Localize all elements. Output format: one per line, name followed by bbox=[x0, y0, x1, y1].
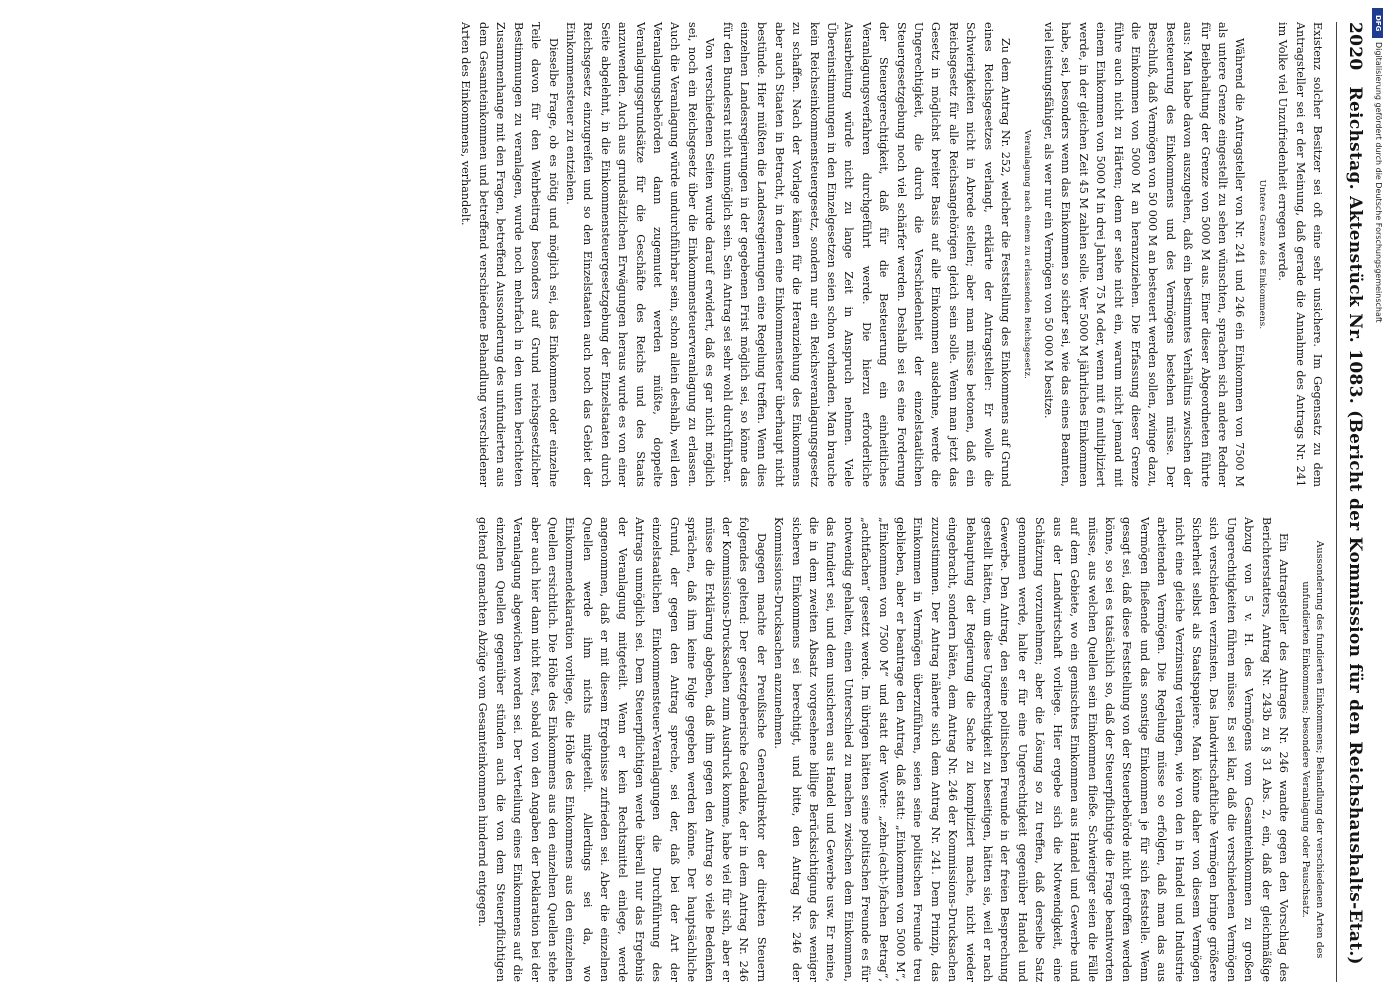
paragraph: Ein Antragsteller des Antrages Nr. 246 wandte gegen den Vorschlag des Berichterstatters, Antrag Nr. 243b zu § 31 Abs. 2, ein, daß der gleichmäßige Abzug von 5 v. H. des Vermögens vom Gesamteinkommen zu großen Ungerechtigkeiten führen müsse. Es sei klar, daß die verschiedenen Vermögen sich verschieden verzinsten. Das landwirtschaftliche Vermögen bringe größere Sicherheit selbst als Staatspapiere. Man könne daher von diesem Vermögen nicht eine gleiche Verzinsung verlangen, wie von den in Handel und Industrie arbeitenden Vermögen. Die Regelung müsse so erfolgen, daß man das aus Vermögen fließende und das sonstige Einkommen je für sich feststelle. Wenn gesagt sei, daß diese Feststellung von der Steuerbehörde nicht getroffen werden könne, so sei es tatsächlich so, daß der Steuerpflichtige die Frage beantworten müsse, aus welchen Quellen sein Einkommen fließe. Schwieriger seien die Fälle auf dem Gebiete, wo ein gemischtes Einkommen aus Handel und Gewerbe und aus der Landwirtschaft vorliege. Hier ergebe sich die Notwendigkeit, eine Schätzung vorzunehmen; aber die Lösung so zu treffen, daß derselbe Satz genommen werde, halte er für eine Ungerechtigkeit gegenüber Handel und Gewerbe. Den Antrag, den seine politischen Freunde in der freien Besprechung gestellt hätten, um diese Ungerechtigkeit zu beseitigen, hätten sie, weil er nach Behauptung der Regierung die Sache zu kompliziert mache, nicht wieder eingebracht, sondern bäten, dem Antrag Nr. 246 der Kommissions-Drucksachen zuzustimmen. Der Antrag näherte sich dem Antrag Nr. 241. Dem Prinzip, das Einkommen in Vermögen überzuführen, seien seine politischen Freunde treu geblieben, aber er beantrage den Antrag, daß statt: „Einkommen von 5000 M“, „Einkommen von 7500 M“ und statt der Worte: „zehn-(acht-)fachen Betrag“, „achtfachen“ gesetzt werde. Im übrigen hätten seine politischen Freunde es für notwendig gehalten, einen Unterschied zu machen zwischen dem Einkommen, das fundiert sei, und dem unsicheren aus Handel und Gewerbe usw. Er meine, die in dem zweiten Absatz vorgesehene billige Berücksichtigung des weniger sicheren Einkommens sei berechtigt, und bitte, den Antrag Nr. 246 der Kommissions-Drucksachen anzunehmen. bbox=[772, 517, 1290, 982]
paragraph: Dagegen machte der Preußische Generaldirektor der direkten Steuern folgendes geltend: Der gesetzgeberische Gedanke, der in dem Antrag Nr. 246 der Kommissions-Drucksachen zum Ausdruck komme, habe viel für sich, aber er müsse die Erklärung abgeben, daß ihm gegen den Antrag so viele Bedenken sprächen, daß ihm keine Folge gegeben werden könne. Der hauptsächliche Grund, der gegen den Antrag spreche, sei der, daß bei der Art der einzelstaatlichen Einkommensteuer-Veranlagungen die Durchführung des Antrags unmöglich sei. Dem Steuerpflichtigen werde überall nur das Ergebnis der Veranlagung mitgeteilt. Wenn er kein Rechtsmittel einlege, werde angenommen, daß er mit diesem Ergebnisse zufrieden sei. Aber die einzelnen Quellen werde ihm nichts mitgeteilt. Allerdings sei da, wo Einkommendeklaration vorliege, die Höhe des Einkommens aus den einzelnen Quellen ersichtlich. Die Höhe des Einkommens aus den einzelnen Quellen stehe aber auch hier dann nicht fest, sobald von den Angaben der Deklaration bei der Veranlagung abgewichen worden sei. Der Verteilung eines Einkommens auf die einzelnen Quellen gegenüber stünden auch die von dem Steuerpflichtigen geltend gemachten Abzüge vom Gesamteinkommen hindernd entgegen. bbox=[476, 517, 768, 982]
page-title: Reichstag. Aktenstück Nr. 1083. (Bericht der Kommission für den Reichshaushalts-Etat.) bbox=[1345, 86, 1365, 965]
paragraph: Existenz solcher Besitzer sei oft eine sehr unsichere. Im Gegensatz zu dem Antragsteller sei er der Meinung, daß gerade die Annahme des Antrags Nr. 241 im Volke viel Unzufriedenheit erregen werde. bbox=[1276, 22, 1324, 487]
dfg-logo: DFG bbox=[1372, 8, 1383, 38]
funding-note: Digitalisierung gefördert durch die Deutsche Forschungsgemeinschaft bbox=[1374, 42, 1383, 323]
right-column bbox=[457, 517, 1326, 982]
text-columns bbox=[457, 22, 1326, 982]
paragraph: Zu dem Antrag Nr. 252, welcher die Feststellung des Einkommens auf Grund eines Reichsgesetzes verlangt, erklärte der Antragsteller: Er wolle die Schwierigkeiten nicht in Abrede stellen; aber man müsse betonen, daß ein Reichsgesetz für alle Reichsangehörigen gleich sein solle. Wenn man jetzt das Gesetz in möglichst breiter Basis auf alle Einkommen ausdehne, werde die Ungerechtigkeit, die durch die Verschiedenheit der einzelstaatlichen Steuergesetzgebung noch viel schärfer werden. Deshalb sei es eine Forderung der Steuergerechtigkeit, daß für die Besteuerung ein einheitliches Veranlagungsverfahren durchgeführt werde. Die hierzu erforderliche Ausarbeitung würde nicht zu lange Zeit in Anspruch nehmen. Viele Übereinstimmungen in den Einzelgesetzen seien schon vorhanden. Man brauche kein Reichseinkommensteuergesetz, sondern nur ein Reichsveranlagungsgesetz zu schaffen. Nach der Vorlage kämen für die Heranziehung des Einkommens aber auch Staaten in Betracht, in denen eine Einkommensteuer überhaupt nicht bestünde. Hier müßten die Landesregierungen eine Regelung treffen. Wenn dies einzelnen Landesregierungen in der gegebenen Frist möglich sei, so könne das für den Bundesrat nicht unmöglich sein. Sein Antrag sei sehr wohl durchführbar. bbox=[720, 22, 1013, 487]
funding-sidebar bbox=[1372, 8, 1383, 992]
document-sheet bbox=[125, 22, 1365, 982]
left-column bbox=[457, 22, 1326, 487]
paragraph: Von verschiedenen Seiten wurde darauf erwidert, daß es gar nicht möglich sei, noch ein Reichsgesetz über die Einkommensteuerveranlagung zu erlassen. Auch die Veranlagung würde undurchführbar sein, schon allein deshalb, weil den Veranlagungsbehörden dann zugemutet werden müßte, doppelte Veranlagungsgrundsätze für die Geschäfte des Reichs und des Staats anzuwenden. Auch aus grundsätzlichen Erwägungen heraus wurde es von einer Seite abgelehnt, in die Einkommensteuergesetzgebung der Einzelstaaten durch Reichsgesetz einzugreifen und so den Einzelstaaten auch noch das Gebiet der Einkommensteuer zu entziehen. bbox=[563, 22, 717, 487]
paragraph: Während die Antragsteller von Nr. 241 und 246 ein Einkommen von 7500 M als untere Grenze eingestellt zu sehen wünschten, sprachen sich andere Redner für Beibehaltung der Grenze von 5000 M aus. Einer dieser Abgeordneten führte aus: Man habe davon auszugehen, daß ein bestimmtes Verhältnis zwischen der Besteuerung des Einkommens und des Vermögens bestehen müsse. Der Beschluß, daß Vermögen von 50 000 M an besteuert werden sollen, zwinge dazu, die Einkommen von 5000 M an heranzuziehen. Die Erfassung dieser Grenze führe auch nicht zu Härten; denn er sehe nicht ein, warum nicht jemand mit einem Einkommen von 5000 M in drei Jahren 75 M oder, wenn mit 6 multipliziert werde, in der gleichen Zeit 45 M zahlen solle. Wer 5000 M jährliches Einkommen habe, sei, besonders wenn das Einkommen so sicher sei, wie das eines Beamten, viel leistungsfähiger, als wer nur ein Vermögen von 50 000 M besitze. bbox=[1041, 22, 1247, 487]
page-number: 2020 bbox=[1345, 22, 1365, 71]
page-header bbox=[1336, 22, 1365, 982]
section-heading: Aussonderung des fundierten Einkommens; Behandlung der verschiedenen Arten des unfundierten Einkommens; besondere Veranlagung oder Pauschsatz. bbox=[1300, 540, 1325, 959]
section-heading: Veranlagung nach einem zu erlassenden Reichsgesetz. bbox=[1022, 129, 1033, 380]
paragraph: Dieselbe Frage, ob es nötig und möglich sei, das Einkommen oder einzelne Teile davon für den Wehrbeitrag besonders auf Grund reichsgesetzlicher Bestimmungen zu veranlagen, wurde noch mehrfach in den unten berichteten Zusammenhange mit den Fragen, betreffend Aussonderung des unfundierten aus dem Gesamteinkommen und betreffend verschiedene Behandlung verschiedener Arten des Einkommens, verhandelt. bbox=[459, 22, 560, 487]
section-heading: Untere Grenze des Einkommens. bbox=[1256, 179, 1267, 330]
